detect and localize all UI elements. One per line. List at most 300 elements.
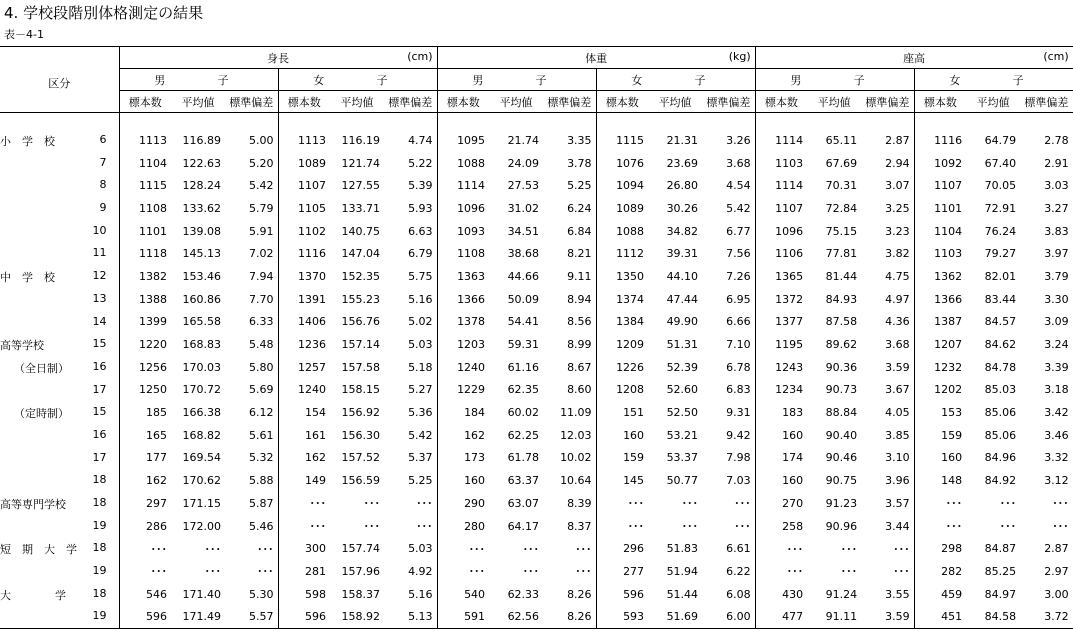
mean-cell: ･･･ <box>363 497 380 511</box>
mean-cell: 87.58 <box>825 315 858 329</box>
sample-count-cell: 1076 <box>596 152 648 175</box>
sample-count-cell: 300 <box>278 537 330 560</box>
sample-count-cell: 1114 <box>755 129 807 152</box>
sample-count-cell: 281 <box>278 560 330 583</box>
mean-header: 平均値 <box>966 91 1020 113</box>
male-header <box>437 69 596 91</box>
std-dev-cell: 5.42 <box>408 428 433 442</box>
sample-count-cell: 1089 <box>596 197 648 220</box>
mean-cell: 152.35 <box>341 269 380 283</box>
mean-cell: 84.93 <box>825 292 858 306</box>
height-label: 身長 <box>267 52 290 65</box>
sample-count-cell: 1107 <box>278 174 330 197</box>
mean-cell: 67.69 <box>825 156 858 170</box>
std-dev-cell: 3.18 <box>1020 379 1073 402</box>
std-dev-cell: 8.26 <box>543 605 596 628</box>
row-label-cell <box>0 537 119 560</box>
std-dev-cell: 3.09 <box>1020 311 1073 334</box>
sample-count-cell: 160 <box>914 447 966 470</box>
mean-cell: 23.69 <box>666 156 699 170</box>
mean-cell: 52.39 <box>666 360 699 374</box>
sample-count-cell: 1350 <box>596 265 648 288</box>
sample-count-cell: 1106 <box>755 242 807 265</box>
sample-count-cell: 1101 <box>914 197 966 220</box>
sample-count-cell: 148 <box>914 469 966 492</box>
std-dev-cell: ･･･ <box>734 520 751 534</box>
std-dev-cell: 3.67 <box>885 383 910 397</box>
male-char-1: 男 <box>472 74 484 87</box>
sample-count-cell: 297 <box>119 492 171 515</box>
sample-count-cell: 185 <box>119 401 171 424</box>
std-dev-cell: ･･･ <box>893 565 910 579</box>
mean-header: 平均値 <box>330 91 384 113</box>
row-age: 7 <box>99 155 107 169</box>
row-age: 18 <box>92 541 107 555</box>
std-dev-cell: 2.94 <box>885 156 910 170</box>
sample-count-cell: 598 <box>278 583 330 606</box>
std-dev-cell: 3.55 <box>885 587 910 601</box>
mean-cell: 140.75 <box>341 224 380 238</box>
std-dev-cell: 3.78 <box>567 156 592 170</box>
sample-count-cell: 1203 <box>437 333 489 356</box>
mean-cell: 156.59 <box>341 474 380 488</box>
sample-count-cell: 1384 <box>596 311 648 334</box>
row-age: 10 <box>92 223 107 237</box>
mean-cell: 79.27 <box>984 247 1017 261</box>
std-dev-cell: 5.46 <box>249 519 274 533</box>
mean-cell: 85.06 <box>984 406 1017 420</box>
std-dev-cell: 6.95 <box>726 292 751 306</box>
male-char-2: 子 <box>535 74 547 87</box>
table-row <box>0 311 1073 334</box>
row-age: 9 <box>99 201 107 215</box>
std-dev-cell: 3.07 <box>885 179 910 193</box>
table-row <box>0 379 1073 402</box>
sample-count-cell: 162 <box>437 424 489 447</box>
sample-count-cell: 1118 <box>119 242 171 265</box>
std-dev-cell: 4.75 <box>885 269 910 283</box>
mean-cell: 21.31 <box>666 133 699 147</box>
mean-cell: 27.53 <box>507 179 540 193</box>
row-age: 18 <box>92 496 107 509</box>
mean-cell: 157.14 <box>341 338 380 352</box>
std-dev-cell: 2.91 <box>1020 152 1073 175</box>
mean-cell: 51.31 <box>666 338 699 352</box>
mean-header: 平均値 <box>807 91 861 113</box>
std-dev-cell: 5.16 <box>408 292 433 306</box>
mean-cell: 170.03 <box>182 360 221 374</box>
mean-cell: 52.50 <box>666 406 699 420</box>
std-dev-cell: ･･･ <box>575 565 592 579</box>
sample-count-cell: 162 <box>278 447 330 470</box>
table-row <box>0 401 1073 424</box>
row-label-cell <box>0 333 119 356</box>
mean-cell: 91.24 <box>825 587 858 601</box>
mean-cell: 156.76 <box>341 315 380 329</box>
mean-cell: 170.62 <box>182 474 221 488</box>
std-dev-cell: 7.03 <box>726 474 751 488</box>
std-dev-cell: 5.61 <box>249 428 274 442</box>
body-measurement-table <box>0 46 1073 629</box>
std-dev-cell: 3.79 <box>1020 265 1073 288</box>
std-dev-cell: 5.18 <box>408 360 433 374</box>
std-dev-cell: 3.42 <box>1020 401 1073 424</box>
sample-count-cell: 1366 <box>914 288 966 311</box>
mean-cell: 158.92 <box>330 605 384 628</box>
std-dev-cell: 5.87 <box>249 496 274 510</box>
mean-cell: ･･･ <box>363 520 380 534</box>
mean-cell: 121.74 <box>341 156 380 170</box>
sample-count-cell: 151 <box>596 401 648 424</box>
sample-count-cell: 1103 <box>755 152 807 175</box>
mean-cell: 153.46 <box>182 269 221 283</box>
std-dev-cell: 3.39 <box>1020 356 1073 379</box>
height-group-header <box>119 47 437 69</box>
mean-cell: 70.05 <box>984 179 1017 193</box>
sample-count-cell: ･･･ <box>755 560 807 583</box>
sample-count-cell: 1114 <box>437 174 489 197</box>
mean-cell: ･･･ <box>204 542 221 556</box>
sample-count-cell: 160 <box>437 469 489 492</box>
mean-cell: 160.86 <box>182 292 221 306</box>
std-dev-cell: 4.05 <box>885 406 910 420</box>
std-dev-cell: 2.87 <box>1020 537 1073 560</box>
mean-cell: 44.10 <box>666 269 699 283</box>
std-dev-cell: 3.59 <box>861 605 914 628</box>
mean-cell: 72.91 <box>984 201 1017 215</box>
std-dev-cell: 3.83 <box>1020 220 1073 243</box>
row-label-cell <box>0 174 119 197</box>
std-dev-cell: 3.82 <box>885 247 910 261</box>
table-row <box>0 333 1073 356</box>
std-dev-cell: 9.11 <box>567 269 592 283</box>
mean-cell: 49.90 <box>666 315 699 329</box>
sample-count-cell: 1113 <box>278 129 330 152</box>
std-dev-header: 標準偏差 <box>702 91 755 113</box>
mean-cell: 82.01 <box>984 269 1017 283</box>
sample-count-cell: 1104 <box>119 152 171 175</box>
mean-cell: 85.06 <box>984 428 1017 442</box>
row-age: 17 <box>92 450 107 464</box>
sitting-height-unit: (cm) <box>1043 50 1069 63</box>
row-label-cell <box>0 242 119 265</box>
sample-count-cell: 145 <box>596 469 648 492</box>
std-dev-cell: 3.57 <box>885 496 910 510</box>
std-dev-cell: 3.27 <box>1020 197 1073 220</box>
sample-count-cell: 165 <box>119 424 171 447</box>
mean-cell: ･･･ <box>840 542 858 556</box>
table-row <box>0 265 1073 288</box>
std-dev-cell: 3.25 <box>885 201 910 215</box>
sample-count-cell: 1207 <box>914 333 966 356</box>
std-dev-cell: ･･･ <box>416 520 433 534</box>
row-label-cell <box>0 220 119 243</box>
mean-cell: ･･･ <box>204 565 221 579</box>
std-dev-cell: ･･･ <box>1020 515 1073 538</box>
std-dev-cell: 5.16 <box>408 587 433 601</box>
sample-count-cell: 1112 <box>596 242 648 265</box>
mean-cell: 156.92 <box>341 406 380 420</box>
std-dev-cell: 5.48 <box>249 338 274 352</box>
std-dev-cell: 4.36 <box>885 315 910 329</box>
sample-count-cell: 1240 <box>278 379 330 402</box>
mean-cell: 62.35 <box>507 383 540 397</box>
mean-cell: 44.66 <box>507 269 540 283</box>
mean-cell: 24.09 <box>507 156 540 170</box>
weight-group-header <box>437 47 755 69</box>
row-age: 13 <box>92 291 107 305</box>
std-dev-cell: 2.87 <box>885 133 910 147</box>
std-dev-header: 標準偏差 <box>225 91 278 113</box>
std-dev-cell: 3.46 <box>1020 424 1073 447</box>
std-dev-cell: 10.02 <box>560 451 592 465</box>
sample-count-cell: 1208 <box>596 379 648 402</box>
row-age: 18 <box>92 473 107 487</box>
sample-count-cell: 1378 <box>437 311 489 334</box>
mean-cell: 52.60 <box>666 383 699 397</box>
table-row <box>0 220 1073 243</box>
mean-cell: 127.55 <box>341 179 380 193</box>
category-label: 区分 <box>48 77 71 90</box>
std-dev-header: 標準偏差 <box>861 91 914 113</box>
mean-cell: 64.79 <box>984 133 1017 147</box>
sample-count-cell: 1229 <box>437 379 489 402</box>
mean-cell: 165.58 <box>182 315 221 329</box>
row-label-cell <box>0 469 119 492</box>
sample-count-cell: 1103 <box>914 242 966 265</box>
mean-cell: 63.37 <box>507 474 540 488</box>
sample-count-cell: 1088 <box>437 152 489 175</box>
mean-cell: 128.24 <box>182 179 221 193</box>
mean-cell: ･･･ <box>522 565 540 579</box>
mean-cell: 34.51 <box>507 224 540 238</box>
std-dev-cell: 3.32 <box>1020 447 1073 470</box>
std-dev-cell: 2.97 <box>1020 560 1073 583</box>
sample-count-cell: 1102 <box>278 220 330 243</box>
sample-count-header: 標本数 <box>596 91 648 113</box>
row-age: 19 <box>92 518 107 532</box>
sample-count-cell: 183 <box>755 401 807 424</box>
table-row <box>0 515 1073 538</box>
sample-count-cell: ･･･ <box>914 515 966 538</box>
table-number: 表－4-1 <box>4 28 44 41</box>
row-label-cell <box>0 265 119 288</box>
sample-count-cell: ･･･ <box>119 560 171 583</box>
mean-cell: 157.58 <box>341 360 380 374</box>
std-dev-cell: 8.37 <box>567 519 592 533</box>
sample-count-cell: 1388 <box>119 288 171 311</box>
mean-cell: 75.15 <box>825 224 858 238</box>
sample-count-cell: 546 <box>119 583 171 606</box>
sample-count-cell: ･･･ <box>596 492 648 515</box>
mean-cell: 84.87 <box>984 542 1017 556</box>
mean-cell: 51.69 <box>648 605 702 628</box>
std-dev-cell: 7.26 <box>726 269 751 283</box>
sample-count-cell: 258 <box>755 515 807 538</box>
mean-cell: 171.49 <box>171 605 225 628</box>
mean-cell: 147.04 <box>341 247 380 261</box>
sample-count-cell: ･･･ <box>596 515 648 538</box>
sample-count-cell: ･･･ <box>755 537 807 560</box>
std-dev-header: 標準偏差 <box>543 91 596 113</box>
mean-cell: ･･･ <box>522 542 540 556</box>
mean-cell: 30.26 <box>666 201 699 215</box>
sample-count-cell: 1202 <box>914 379 966 402</box>
sample-count-cell: 1209 <box>596 333 648 356</box>
std-dev-cell: 5.03 <box>408 338 433 352</box>
mean-cell: ･･･ <box>999 497 1017 511</box>
std-dev-cell: 5.69 <box>249 383 274 397</box>
mean-cell: 65.11 <box>825 133 858 147</box>
sample-count-cell: 1114 <box>755 174 807 197</box>
mean-cell: 171.40 <box>182 587 221 601</box>
std-dev-cell: 3.44 <box>885 519 910 533</box>
sitting-height-label: 座高 <box>903 52 926 65</box>
mean-cell: 133.71 <box>341 201 380 215</box>
page-title: 4. 学校段階別体格測定の結果 <box>4 4 204 22</box>
mean-cell: ･･･ <box>681 497 699 511</box>
std-dev-cell: 5.00 <box>249 133 274 147</box>
sample-count-cell: 1256 <box>119 356 171 379</box>
sample-count-cell: ･･･ <box>119 537 171 560</box>
mean-cell: 145.13 <box>182 247 221 261</box>
mean-header: 平均値 <box>648 91 702 113</box>
std-dev-cell: 4.74 <box>408 133 433 147</box>
sample-count-cell: 1250 <box>119 379 171 402</box>
mean-cell: 172.00 <box>182 519 221 533</box>
std-dev-cell: 7.70 <box>249 292 274 306</box>
female-char-2: 子 <box>1012 74 1024 87</box>
mean-cell: 61.16 <box>507 360 540 374</box>
row-category: 高等学校 <box>0 339 44 353</box>
sample-count-cell: 1107 <box>914 174 966 197</box>
row-label-cell <box>0 492 119 515</box>
mean-cell: ･･･ <box>999 520 1017 534</box>
mean-cell: 116.89 <box>182 133 221 147</box>
sample-count-cell: 154 <box>278 401 330 424</box>
std-dev-cell: 6.24 <box>567 201 592 215</box>
std-dev-cell: 5.25 <box>567 179 592 193</box>
std-dev-cell: 3.68 <box>885 338 910 352</box>
mean-cell: 169.54 <box>182 451 221 465</box>
row-age: 15 <box>92 337 107 351</box>
std-dev-cell: 5.57 <box>225 605 278 628</box>
row-label-cell <box>0 379 119 402</box>
sample-count-cell: 1387 <box>914 311 966 334</box>
weight-label: 体重 <box>585 52 608 65</box>
mean-cell: 157.52 <box>341 451 380 465</box>
mean-cell: 53.37 <box>666 451 699 465</box>
sample-count-cell: 1243 <box>755 356 807 379</box>
sample-count-cell: 1382 <box>119 265 171 288</box>
sample-count-cell: ･･･ <box>914 492 966 515</box>
sample-count-cell: 1232 <box>914 356 966 379</box>
sitting-height-group-header <box>755 47 1073 69</box>
mean-cell: 122.63 <box>182 156 221 170</box>
sample-count-cell: 1104 <box>914 220 966 243</box>
std-dev-cell: ･･･ <box>893 542 910 556</box>
mean-cell: 166.38 <box>182 406 221 420</box>
row-category: 短 期 大 学 <box>0 543 77 557</box>
std-dev-cell: 3.85 <box>885 428 910 442</box>
row-label-cell <box>0 129 119 152</box>
mean-cell: 90.96 <box>825 519 858 533</box>
row-label-cell <box>0 560 119 583</box>
std-dev-cell: 6.78 <box>726 360 751 374</box>
row-age: 16 <box>92 427 107 441</box>
sample-count-cell: 1101 <box>119 220 171 243</box>
std-dev-cell: 3.24 <box>1020 333 1073 356</box>
mean-cell: 34.82 <box>666 224 699 238</box>
mean-cell: 133.62 <box>182 201 221 215</box>
std-dev-cell: 8.39 <box>567 496 592 510</box>
std-dev-cell: ･･･ <box>1020 492 1073 515</box>
mean-cell: 53.21 <box>666 428 699 442</box>
sample-count-cell: 1226 <box>596 356 648 379</box>
std-dev-cell: ･･･ <box>257 565 274 579</box>
sample-count-header: 標本数 <box>437 91 489 113</box>
std-dev-cell: 8.99 <box>567 338 592 352</box>
mean-cell: 54.41 <box>507 315 540 329</box>
row-category: 小 学 校 <box>0 135 55 148</box>
std-dev-cell: 8.60 <box>567 383 592 397</box>
std-dev-cell: 6.66 <box>726 315 751 329</box>
mean-cell: 84.58 <box>966 605 1020 628</box>
sample-count-cell: 1195 <box>755 333 807 356</box>
sample-count-cell: 1105 <box>278 197 330 220</box>
sample-count-cell: 596 <box>119 605 171 628</box>
std-dev-cell: 5.32 <box>249 451 274 465</box>
sample-count-cell: 286 <box>119 515 171 538</box>
mean-cell: 51.94 <box>666 564 699 578</box>
sample-count-cell: 177 <box>119 447 171 470</box>
std-dev-cell: 10.64 <box>560 474 592 488</box>
row-age: 15 <box>92 405 107 419</box>
sample-count-cell: 270 <box>755 492 807 515</box>
male-char-1: 男 <box>790 74 802 87</box>
row-category: （定時制） <box>14 407 69 421</box>
std-dev-cell: 6.61 <box>726 542 751 556</box>
mean-cell: 64.17 <box>507 519 540 533</box>
std-dev-cell: 6.83 <box>726 383 751 397</box>
row-category: 中 学 校 <box>0 271 55 285</box>
sample-count-cell: 149 <box>278 469 330 492</box>
std-dev-cell: 6.63 <box>408 224 433 238</box>
sample-count-cell: ･･･ <box>437 560 489 583</box>
std-dev-cell: 5.37 <box>408 451 433 465</box>
std-dev-cell: 7.02 <box>249 247 274 261</box>
mean-cell: 158.15 <box>341 383 380 397</box>
sample-count-cell: 1374 <box>596 288 648 311</box>
row-age: 16 <box>92 359 107 373</box>
row-age: 19 <box>92 564 107 578</box>
row-label-cell <box>0 401 119 424</box>
sample-count-cell: ･･･ <box>437 537 489 560</box>
mean-cell: 158.37 <box>341 587 380 601</box>
std-dev-cell: 3.72 <box>1020 605 1073 628</box>
sample-count-cell: 451 <box>914 605 966 628</box>
row-label-cell <box>0 515 119 538</box>
table-row <box>0 424 1073 447</box>
female-header <box>914 69 1073 91</box>
std-dev-cell: 6.22 <box>726 564 751 578</box>
sample-count-cell: 1236 <box>278 333 330 356</box>
mean-cell: 90.75 <box>825 474 858 488</box>
sample-count-cell: 277 <box>596 560 648 583</box>
sample-count-cell: 591 <box>437 605 489 628</box>
std-dev-cell: 5.03 <box>408 542 433 556</box>
female-char-1: 女 <box>313 74 325 87</box>
